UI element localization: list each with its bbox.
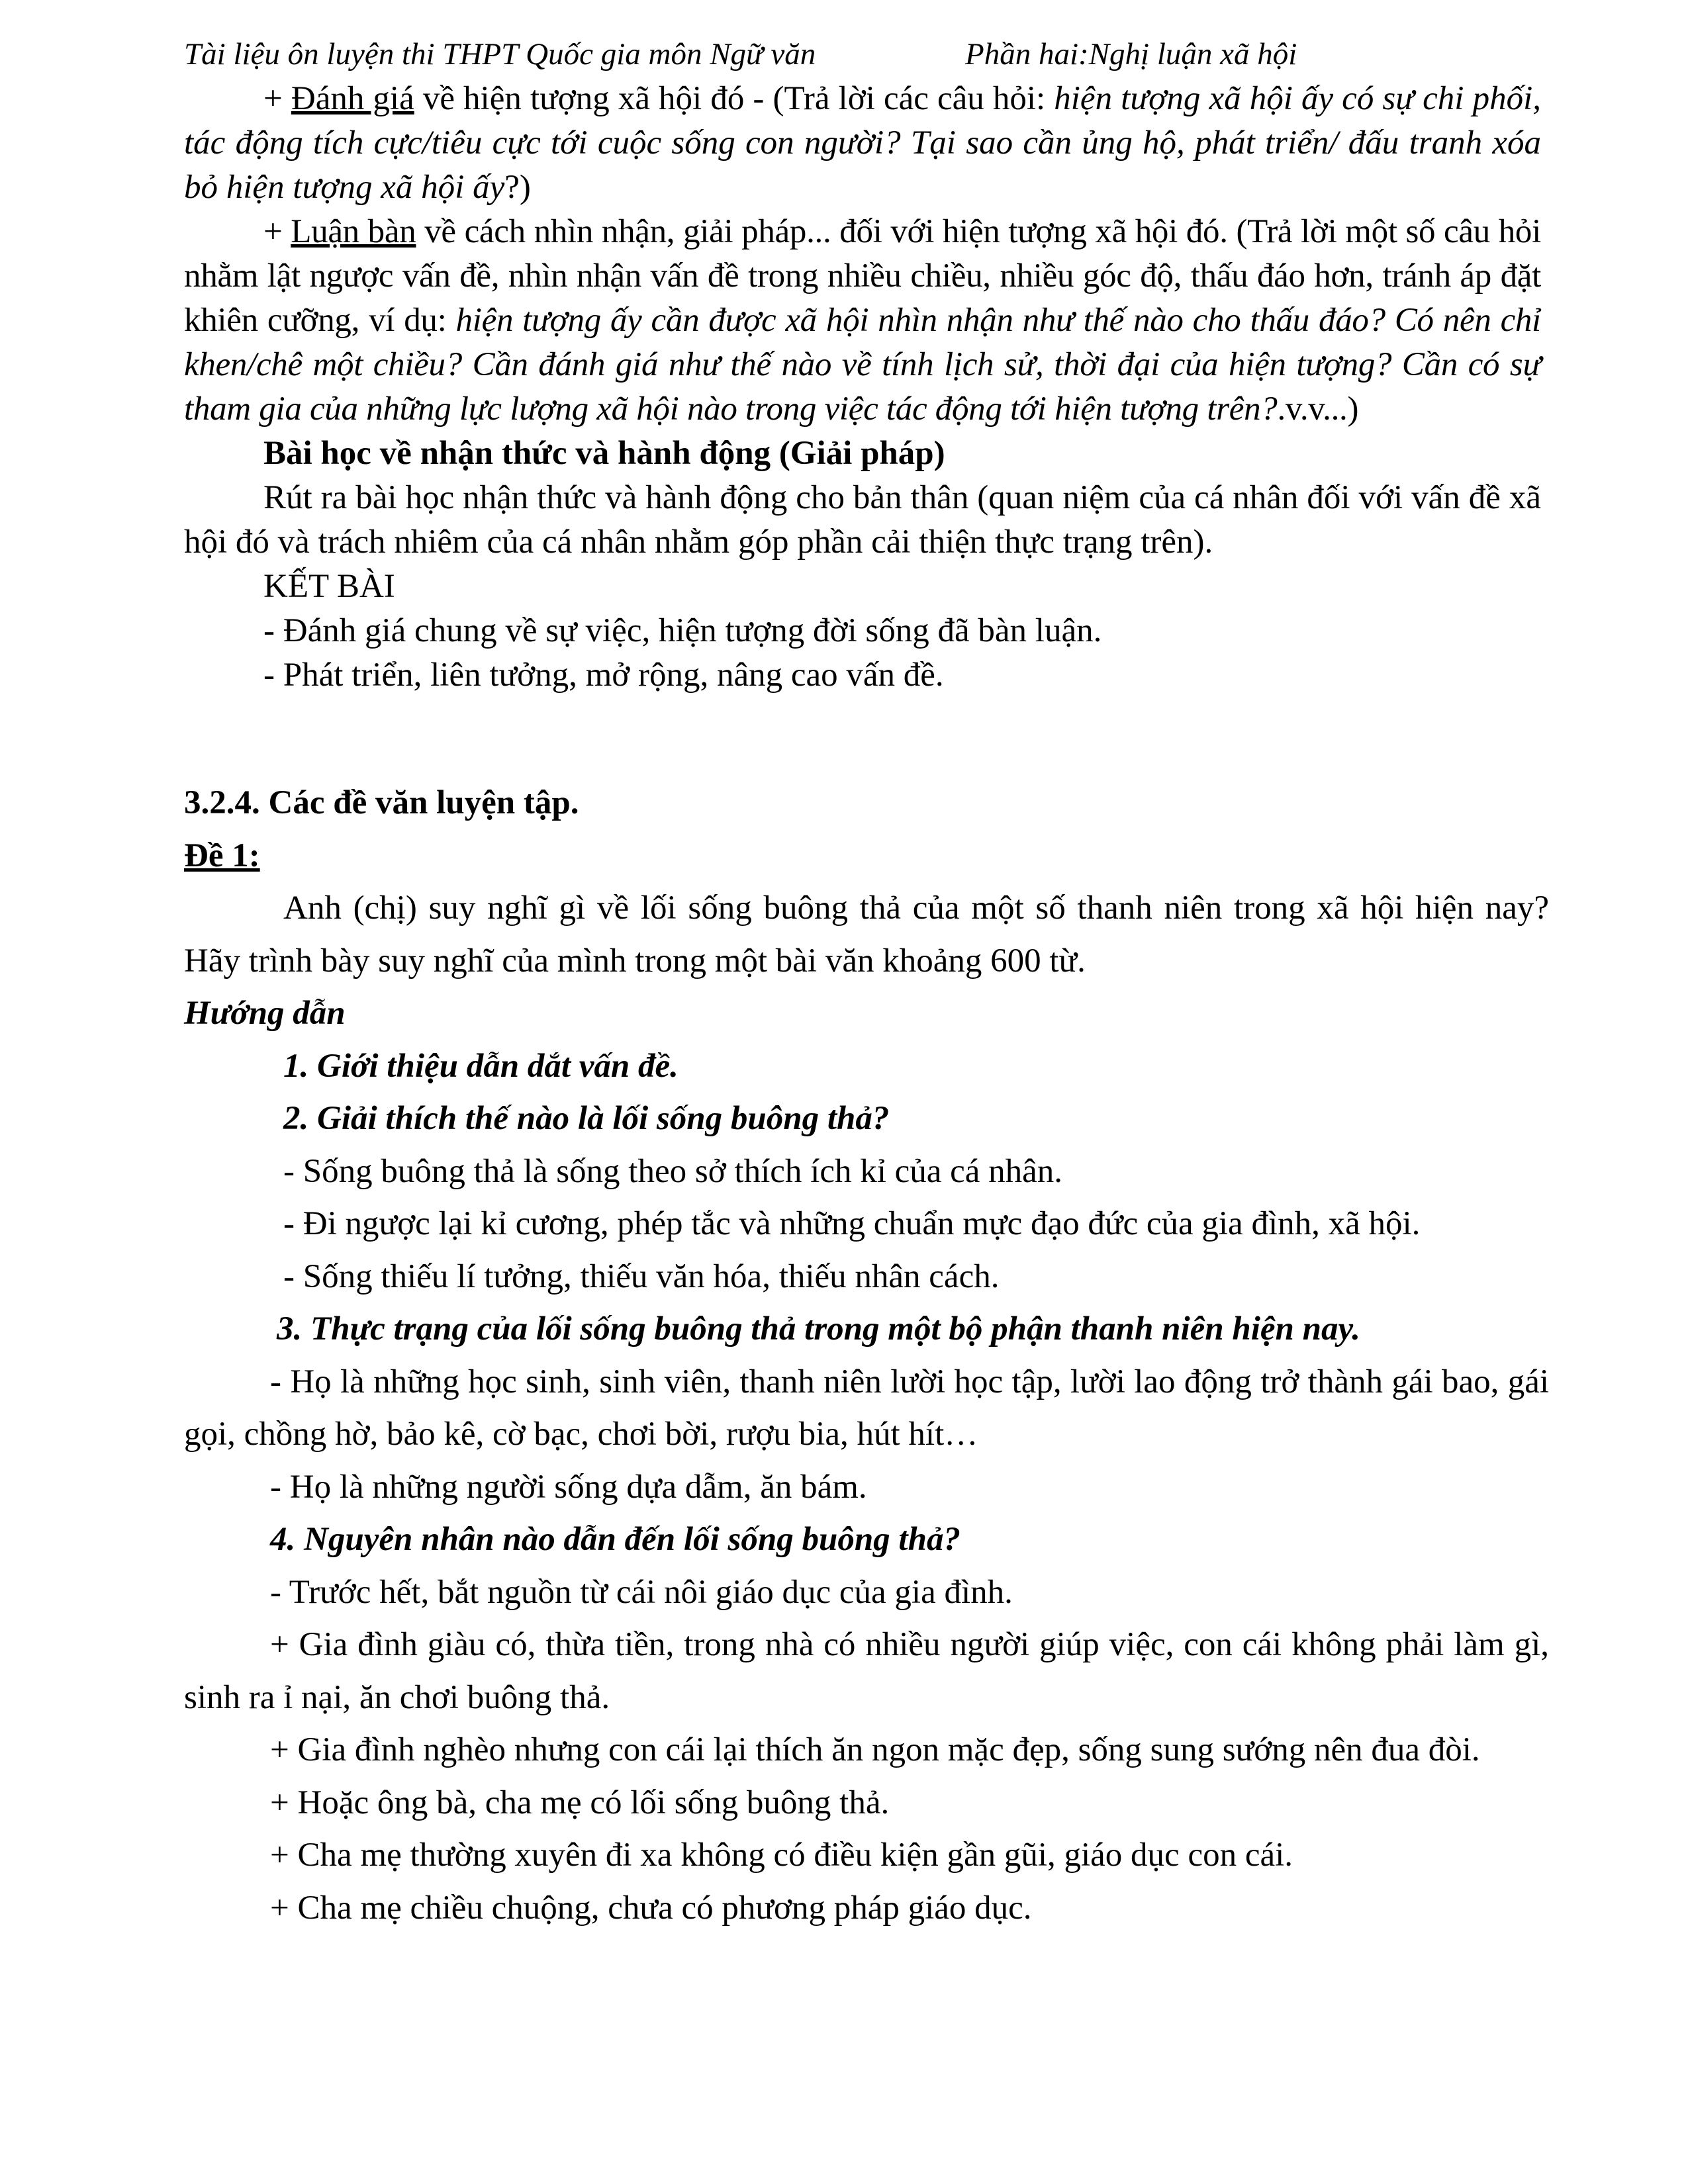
exercise-1-prompt: Anh (chị) suy nghĩ gì về lối sống buông thả của một số thanh niên trong xã hội hiện nay? Hãy trình bày suy nghĩ của mình trong một bài văn khoảng 600 từ.: [184, 889, 1549, 979]
list-item: - Sống buông thả là sống theo sở thích ích kỉ của cá nhân.: [283, 1152, 1063, 1190]
exercises-heading: 3.2.4. Các đề văn luyện tập.: [184, 784, 579, 821]
evaluation-paragraph: + Đánh giá về hiện tượng xã hội đó - (Trả lời các câu hỏi: hiện tượng xã hội ấy có sự chi phối, tác động tích cực/tiêu cực tới cuộc sống con người? Tại sao cần ủng hộ, phát triển/ đấu tranh xóa bỏ hiện tượng xã hội ấy?): [184, 80, 1541, 206]
list-item: + Gia đình giàu có, thừa tiền, trong nhà có nhiều người giúp việc, con cái không phải làm gì, sinh ra ỉ nại, ăn chơi buông thả.: [184, 1626, 1549, 1716]
header-right: Phần hai:Nghị luận xã hội: [965, 37, 1297, 71]
header-left: Tài liệu ôn luyện thi THPT Quốc gia môn Ngữ văn: [184, 37, 816, 71]
page-header: [184, 34, 1376, 74]
lesson-body: Rút ra bài học nhận thức và hành động cho bản thân (quan niệm của cá nhân đối với vấn đề xã hội đó và trách nhiêm của cá nhân nhằm góp phần cải thiện thực trạng trên).: [184, 479, 1541, 561]
list-item: - Trước hết, bắt nguồn từ cái nôi giáo dục của gia đình.: [270, 1573, 1013, 1611]
conclusion-item: - Phát triển, liên tưởng, mở rộng, nâng cao vấn đề.: [263, 657, 944, 694]
list-item: - Đi ngược lại kỉ cương, phép tắc và những chuẩn mực đạo đức của gia đình, xã hội.: [283, 1205, 1421, 1242]
guide-point-2: 2. Giải thích thế nào là lối sống buông thả?: [283, 1100, 890, 1137]
lesson-heading: Bài học về nhận thức và hành động (Giải pháp): [263, 435, 945, 472]
discussion-label: Luận bàn: [291, 213, 416, 250]
list-item: + Hoặc ông bà, cha mẹ có lối sống buông thả.: [270, 1784, 890, 1821]
exercises-section: [184, 777, 1549, 1934]
list-item: + Cha mẹ chiều chuộng, chưa có phương pháp giáo dục.: [270, 1889, 1032, 1927]
list-item: - Sống thiếu lí tưởng, thiếu văn hóa, thiếu nhân cách.: [283, 1257, 1000, 1295]
analysis-section: [184, 77, 1541, 698]
guide-point-3: 3. Thực trạng của lối sống buông thả trong một bộ phận thanh niên hiện nay.: [277, 1310, 1361, 1347]
guide-point-4: 4. Nguyên nhân nào dẫn đến lối sống buông thả?: [270, 1521, 961, 1558]
conclusion-heading: KẾT BÀI: [263, 568, 395, 605]
list-item: + Cha mẹ thường xuyên đi xa không có điều kiện gần gũi, giáo dục con cái.: [270, 1837, 1293, 1874]
list-item: + Gia đình nghèo nhưng con cái lại thích ăn ngon mặc đẹp, sống sung sướng nên đua đòi.: [270, 1731, 1480, 1768]
exercise-1-label: Đề 1:: [184, 837, 260, 874]
guide-label: Hướng dẫn: [184, 995, 346, 1032]
discussion-paragraph: + Luận bàn về cách nhìn nhận, giải pháp... đối với hiện tượng xã hội đó. (Trả lời một số câu hỏi nhằm lật ngược vấn đề, nhìn nhận vấn đề trong nhiều chiều, nhiều góc độ, thấu đáo hơn, tránh áp đặt khiên cưỡng, ví dụ: hiện tượng ấy cần được xã hội nhìn nhận như thế nào cho thấu đáo? Có nên chỉ khen/chê một chiều? Cần đánh giá như thế nào về tính lịch sử, thời đại của hiện tượng? Cần có sự tham gia của những lực lượng xã hội nào trong việc tác động tới hiện tượng trên?.v.v...): [184, 213, 1541, 428]
conclusion-item: - Đánh giá chung về sự việc, hiện tượng đời sống đã bàn luận.: [263, 612, 1102, 649]
list-item: - Họ là những người sống dựa dẫm, ăn bám.: [270, 1468, 867, 1506]
evaluation-label: Đánh giá: [291, 80, 414, 117]
list-item: - Họ là những học sinh, sinh viên, thanh niên lười học tập, lười lao động trở thành gái bao, gái gọi, chồng hờ, bảo kê, cờ bạc, chơi bời, rượu bia, hút hít…: [184, 1363, 1549, 1453]
guide-point-1: 1. Giới thiệu dẫn dắt vấn đề.: [283, 1047, 679, 1085]
